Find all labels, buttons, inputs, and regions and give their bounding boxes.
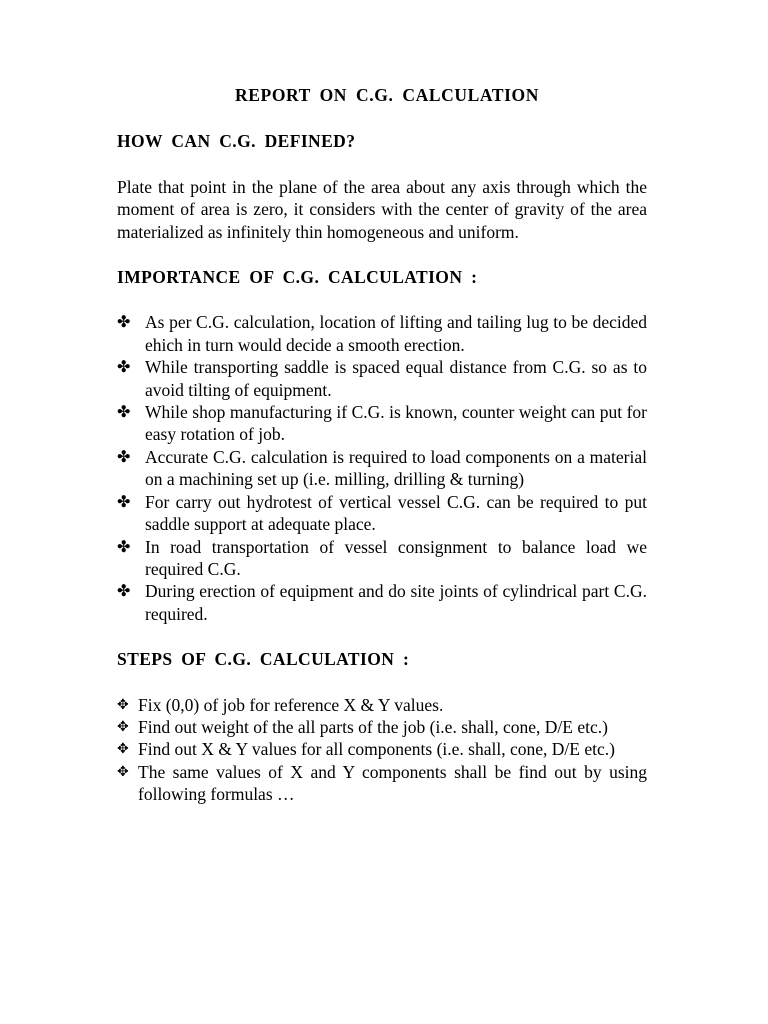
document-page <box>117 84 647 806</box>
definition-paragraph: Plate that point in the plane of the area about any axis through which the moment of area is zero, it considers with the center of gravity of the area materialized as infinitely thin homogeneous and uniform. <box>117 176 647 242</box>
list-item <box>117 761 647 806</box>
list-item-text: While transporting saddle is spaced equal distance from C.G. so as to avoid tilting of equipment. <box>145 357 647 400</box>
list-item <box>117 356 647 401</box>
four-petal-cross-icon: ✤ <box>117 402 131 422</box>
list-item-text: For carry out hydrotest of vertical vessel C.G. can be required to put saddle support at adequate place. <box>145 491 647 535</box>
page-title: REPORT ON C.G. CALCULATION <box>235 85 539 105</box>
list-item-text: Accurate C.G. calculation is required to load components on a material on a machining set up (i.e. milling, drilling & turning) <box>145 446 647 490</box>
list-item-text: The same values of X and Y components shall be find out by using following formulas … <box>138 761 647 805</box>
four-petal-outline-icon: ✥ <box>117 696 129 713</box>
list-item <box>117 536 647 581</box>
list-item <box>117 580 647 625</box>
list-item-text: Find out X & Y values for all components (i.e. shall, cone, D/E etc.) <box>138 739 615 760</box>
four-petal-cross-icon: ✤ <box>117 491 131 511</box>
four-petal-cross-icon: ✤ <box>117 446 131 466</box>
four-petal-outline-icon: ✥ <box>117 763 129 780</box>
list-item-text: While shop manufacturing if C.G. is known, counter weight can put for easy rotation of job. <box>145 402 647 445</box>
list-item <box>117 401 647 446</box>
list-item-text: Find out weight of the all parts of the job (i.e. shall, cone, D/E etc.) <box>138 716 608 737</box>
four-petal-cross-icon: ✤ <box>117 312 131 332</box>
list-item-text: During erection of equipment and do site joints of cylindrical part C.G. required. <box>145 581 647 624</box>
list-item <box>117 694 647 716</box>
steps-list <box>117 694 647 806</box>
four-petal-outline-icon: ✥ <box>117 718 129 735</box>
section-heading-steps: STEPS OF C.G. CALCULATION : <box>117 649 410 670</box>
list-item-text: Fix (0,0) of job for reference X & Y values. <box>138 694 444 715</box>
list-item <box>117 716 647 738</box>
importance-list <box>117 311 647 625</box>
four-petal-outline-icon: ✥ <box>117 741 129 758</box>
four-petal-cross-icon: ✤ <box>117 357 131 377</box>
section-heading-importance: IMPORTANCE OF C.G. CALCULATION : <box>117 267 478 288</box>
list-item-text: In road transportation of vessel consignment to balance load we required C.G. <box>145 536 647 579</box>
list-item <box>117 446 647 491</box>
section-heading-definition: HOW CAN C.G. DEFINED? <box>117 131 356 152</box>
list-item <box>117 491 647 536</box>
four-petal-cross-icon: ✤ <box>117 536 131 556</box>
list-item <box>117 311 647 356</box>
list-item-text: As per C.G. calculation, location of lifting and tailing lug to be decided ehich in turn would decide a smooth erection. <box>145 312 647 355</box>
list-item <box>117 738 647 760</box>
four-petal-cross-icon: ✤ <box>117 581 131 601</box>
